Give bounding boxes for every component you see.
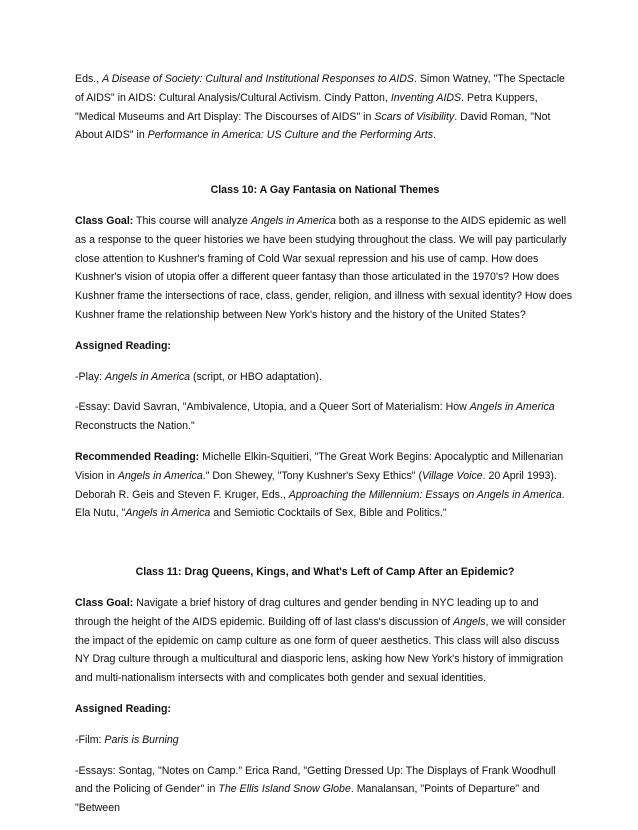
text-run: . Manalansan, "Points of Departure" and "Between xyxy=(75,783,540,815)
text-run: , we will consider the impact of the epidemic on camp culture as one form of queer aesthetics. This class will also discuss NY Drag culture through a multicultural and diasporic lens, asking how New York's history of immigration and multi-nationalism intersects with and complicates both gender and sexual identities. xyxy=(75,615,566,685)
class-11-assigned-label: Assigned Reading: xyxy=(75,702,171,715)
text-run: . Petra Kuppers, "Medical Museums and Art Display: The Discourses of AIDS" in xyxy=(75,91,538,123)
class-10-essay xyxy=(75,398,575,436)
intro-paragraph xyxy=(75,70,575,145)
recommended-reading-label: Recommended Reading: xyxy=(75,450,200,463)
text-run: -Essay: David Savran, "Ambivalence, Utopia, and a Queer Sort of Materialism: How xyxy=(75,401,470,414)
text-run: Eds., xyxy=(75,73,103,85)
work-title: Angels in America xyxy=(105,370,191,383)
work-title: Angels xyxy=(453,615,486,628)
text-run: . Simon Watney, "The Spectacle of AIDS" in AIDS: Cultural Analysis/Cultural Activism. Cindy Patton, xyxy=(75,73,565,104)
class-11-film xyxy=(75,731,575,750)
work-title: Angels in America xyxy=(125,507,211,520)
page-content xyxy=(75,70,575,830)
text-run: and Semiotic Cocktails of Sex, Bible and Politics." xyxy=(210,507,447,520)
class-10-goal xyxy=(75,212,575,325)
publication-title: Village Voice xyxy=(421,469,483,482)
work-title: Angels in America xyxy=(117,469,203,482)
class-11-heading: Class 11: Drag Queens, Kings, and What's Left of Camp After an Epidemic? xyxy=(135,566,515,579)
spacer xyxy=(75,157,575,169)
text-run: both as a response to the AIDS epidemic as well as a response to the queer histories we have been studying throughout the class. We will pay particularly close attention to Kushner's framing of Cold War sexual repression and his use of camp. How does Kushner's vision of utopia offer a different queer fantasy than those articulated in the 1970's? How does Kushner frame the intersections of race, class, gender, religion, and illness with sexual identity? How does Kushner frame the relationship between New York's history and the history of the United States? xyxy=(75,214,572,321)
work-title: Angels in America xyxy=(250,214,336,227)
book-title: Inventing AIDS xyxy=(390,91,462,104)
text-run: . Ela Nutu, " xyxy=(75,488,565,520)
film-title: Paris is Burning xyxy=(104,733,179,746)
class-10-heading: Class 10: A Gay Fantasia on National Themes xyxy=(210,184,440,197)
text-run: Navigate a brief history of drag cultures and gender bending in NYC leading up to and through the height of the AIDS epidemic. Building off of last class's discussion of xyxy=(75,596,539,628)
class-goal-label: Class Goal: xyxy=(75,596,134,609)
work-title: Angels in America xyxy=(469,401,555,414)
text-run: Reconstructs the Nation." xyxy=(75,420,195,433)
text-run: (script, or HBO adaptation). xyxy=(190,370,322,383)
text-run: ." Don Shewey, "Tony Kushner's Sexy Ethics" ( xyxy=(202,469,422,482)
text-run: . xyxy=(433,129,436,142)
text-run: . 20 April 1993). Deborah R. Geis and Steven F. Kruger, Eds., xyxy=(75,469,557,501)
text-run: Michelle Elkin-Squitieri, "The Great Work Begins: Apocalyptic and Millenarian Vision in xyxy=(75,450,564,482)
book-title: A Disease of Society: Cultural and Institutional Responses to AIDS xyxy=(102,73,414,85)
class-goal-label: Class Goal: xyxy=(75,214,134,227)
class-10-recommended xyxy=(75,448,575,523)
book-title: Scars of Visibility xyxy=(374,110,455,123)
class-10-assigned-label: Assigned Reading: xyxy=(75,339,171,352)
text-run: -Essays: Sontag, "Notes on Camp." Erica Rand, "Getting Dressed Up: The Displays of Frank Woodhull and the Policing of Gender" in xyxy=(75,764,556,796)
text-run: . David Roman, "Not About AIDS" in xyxy=(75,110,551,142)
book-title: Approaching the Millennium: Essays on Angels in America xyxy=(288,488,562,501)
class-11-essays xyxy=(75,762,575,818)
class-10-play xyxy=(75,368,575,387)
text-run: This course will analyze xyxy=(133,214,251,227)
text-run: -Play: xyxy=(75,370,106,383)
book-title: Performance in America: US Culture and the Performing Arts xyxy=(147,129,434,142)
class-11-goal xyxy=(75,594,575,688)
text-run: -Film: xyxy=(75,733,105,746)
book-title: The Ellis Island Snow Globe xyxy=(218,783,351,796)
